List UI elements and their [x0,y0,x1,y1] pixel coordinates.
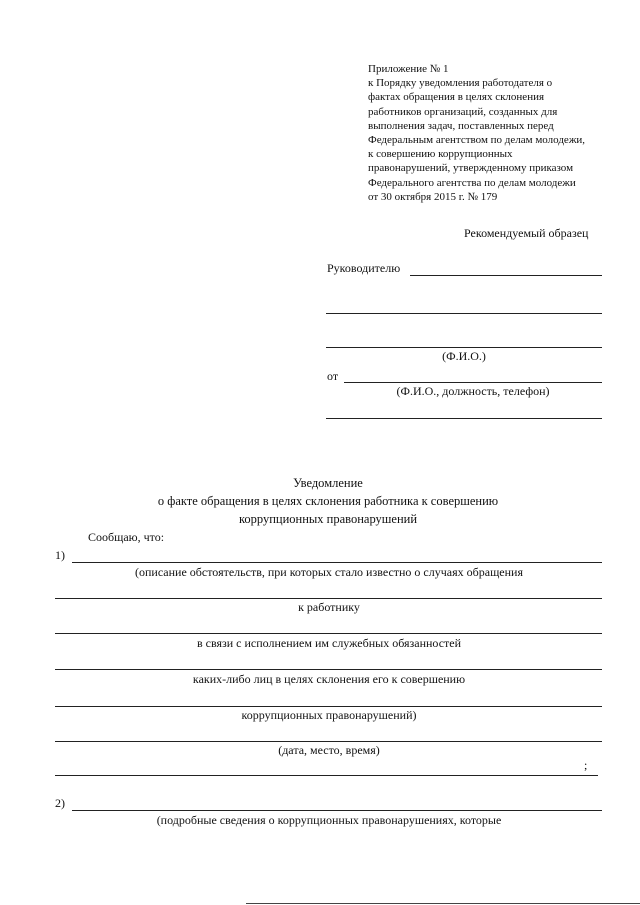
appendix-line: Федеральным агентством по делам молодежи, [368,134,586,147]
field-caption: коррупционных правонарушений) [241,708,417,722]
appendix-line: Приложение № 1 [368,63,449,75]
fill-line[interactable] [55,633,602,634]
field-caption: к работнику [298,600,360,614]
fill-line[interactable] [55,598,602,599]
appendix-line: Федерального агентства по делам молодежи [368,176,576,189]
notice-subtitle: о факте обращения в целях склонения работника к совершению [157,494,499,508]
appendix-line: правонарушений, утвержденному приказом [368,162,574,175]
addressee-line[interactable] [326,347,602,348]
from-line[interactable] [326,418,602,419]
field-caption: (подробные сведения о коррупционных правонарушениях, которые [156,813,502,827]
appendix-block [368,62,618,204]
to-head-label: Руководителю [327,261,401,275]
from-label: от [327,369,339,383]
appendix-line: к совершению коррупционных [368,148,513,161]
fill-line[interactable] [72,810,602,811]
from-caption: (Ф.И.О., должность, телефон) [396,384,550,398]
appendix-line: выполнения задач, поставленных перед [368,119,554,132]
item-end-mark: ; [584,758,588,772]
field-caption: (дата, место, время) [278,743,380,757]
intro-text: Сообщаю, что: [88,530,165,544]
item-number: 2) [55,796,65,810]
fill-line[interactable] [72,562,602,563]
appendix-line: к Порядку уведомления работодателя о [368,77,553,90]
recommended-sample-label: Рекомендуемый образец [464,226,589,240]
fill-line[interactable] [55,775,598,776]
fill-line[interactable] [55,741,602,742]
notice-title: Уведомление [293,476,363,490]
appendix-line: работников организаций, созданных для [368,105,558,118]
addressee-line[interactable] [326,313,602,314]
appendix-line: фактах обращения в целях склонения [368,91,545,104]
item-number: 1) [55,548,65,562]
appendix-line: от 30 октября 2015 г. № 179 [368,190,498,203]
notice-subtitle: коррупционных правонарушений [238,512,418,526]
fill-line[interactable] [55,706,602,707]
fio-caption: (Ф.И.О.) [442,349,486,363]
field-caption: (описание обстоятельств, при которых стало известно о случаях обращения [134,565,523,579]
addressee-line[interactable] [410,275,602,276]
field-caption: каких-либо лиц в целях склонения его к совершению [192,672,466,686]
from-line[interactable] [344,382,602,383]
scan-edge-line [246,903,640,904]
field-caption: в связи с исполнением им служебных обязанностей [196,636,462,650]
fill-line[interactable] [55,669,602,670]
